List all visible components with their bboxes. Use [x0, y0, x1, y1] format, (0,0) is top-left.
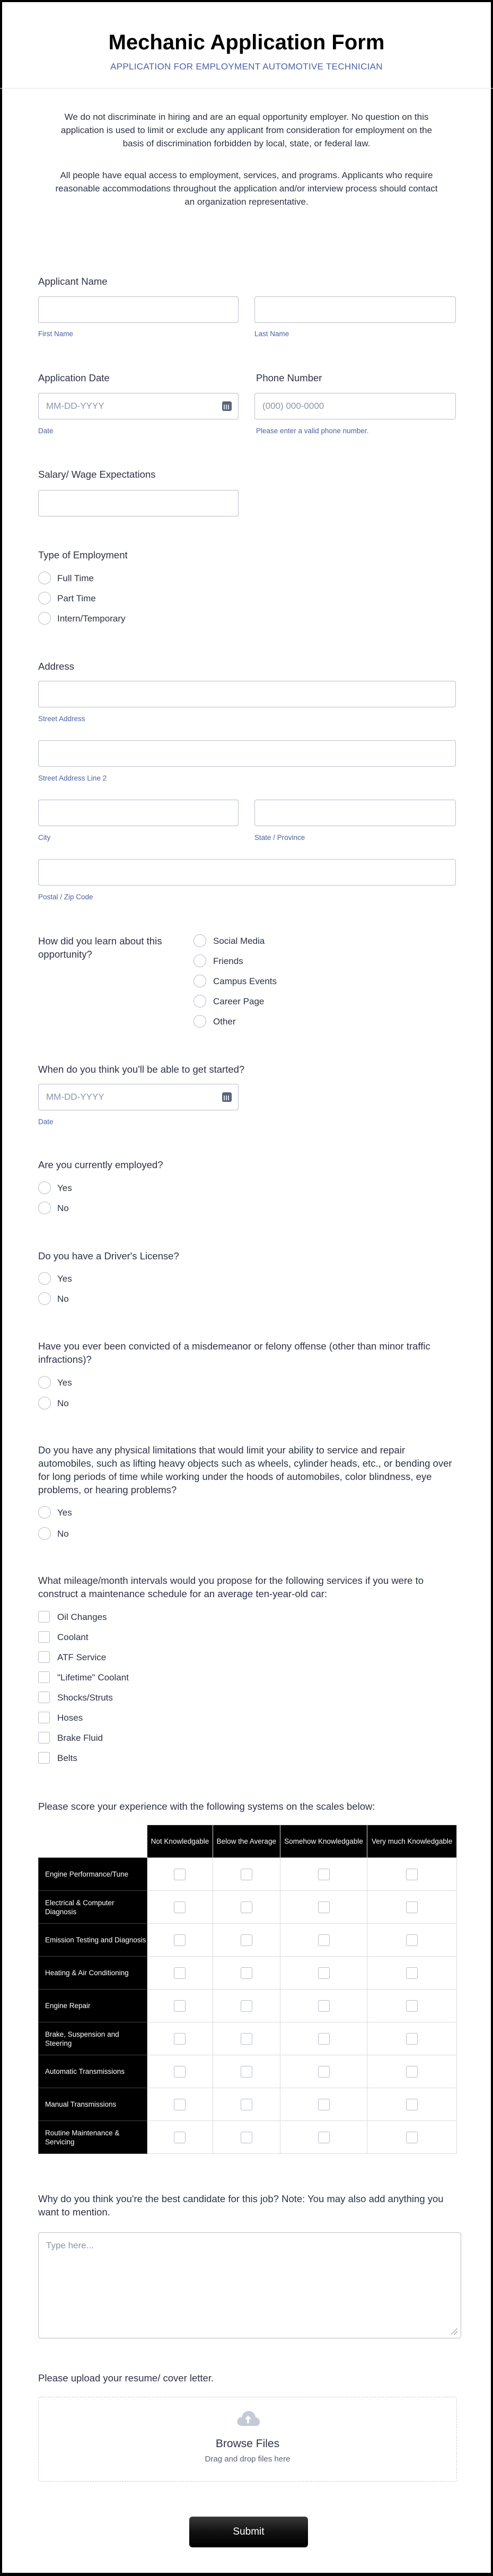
option-friends: Friends [213, 956, 243, 966]
option-belts: Belts [57, 1753, 77, 1763]
phone-placeholder: (000) 000-0000 [262, 401, 324, 411]
matrix-col-header: Below the Average [213, 1825, 280, 1858]
matrix-checkbox[interactable] [174, 2132, 186, 2143]
radio-physical-yes[interactable] [38, 1506, 51, 1519]
start-date-sublabel: Date [38, 1118, 54, 1126]
application-date-placeholder: MM-DD-YYYY [46, 401, 104, 411]
matrix-checkbox[interactable] [406, 2000, 418, 2012]
drag-drop-hint: Drag and drop files here [205, 2455, 290, 2464]
matrix-checkbox[interactable] [241, 1902, 252, 1913]
radio-employed-no[interactable] [38, 1202, 51, 1214]
matrix-checkbox[interactable] [318, 1902, 330, 1913]
matrix-cell [367, 2088, 457, 2121]
checkbox-belts[interactable] [38, 1752, 50, 1764]
matrix-checkbox[interactable] [318, 1967, 330, 1979]
matrix-col-header: Somehow Knowledgable [280, 1825, 367, 1858]
intro-paragraph-1: We do not discriminate in hiring and are an equal opportunity employer. No question on this application is used to limit or exclude any applicant from consideration for employment on the basis of discrimination forbidden by local, state, or federal law. [60, 112, 433, 148]
street-address-input[interactable] [38, 681, 456, 707]
matrix-checkbox[interactable] [174, 2066, 186, 2078]
matrix-cell [147, 1891, 213, 1924]
matrix-row [39, 1957, 457, 1990]
last-name-input[interactable] [254, 296, 456, 323]
first-name-input[interactable] [38, 296, 239, 323]
why-label: Why do you think you're the best candidate for this job? Note: You may also add anything you want to mention. [38, 2193, 444, 2218]
matrix-checkbox[interactable] [318, 2099, 330, 2110]
matrix-row-label: Emission Testing and Diagnosis [39, 1924, 147, 1957]
radio-campus-events[interactable] [193, 975, 206, 987]
matrix-cell [280, 1957, 367, 1990]
matrix-checkbox[interactable] [406, 2132, 418, 2143]
upload-label: Please upload your resume/ cover letter. [38, 2372, 214, 2384]
radio-part-time[interactable] [38, 592, 51, 604]
matrix-checkbox[interactable] [241, 2000, 252, 2012]
matrix-corner [39, 1825, 147, 1858]
checkbox-brake-fluid[interactable] [38, 1732, 50, 1743]
application-date-input[interactable] [38, 393, 239, 419]
matrix-cell [367, 2121, 457, 2154]
option-oil-changes: Oil Changes [57, 1612, 107, 1622]
why-textarea[interactable] [38, 2232, 461, 2338]
option-lifetime-coolant: "Lifetime" Coolant [57, 1672, 129, 1683]
checkbox-lifetime-coolant[interactable] [38, 1671, 50, 1683]
intro-paragraph-2: All people have equal access to employment, services, and programs. Applicants who require reasonable accommodations throughout the application and/or interview process should contact an organization representative. [55, 170, 438, 207]
matrix-checkbox[interactable] [406, 2066, 418, 2078]
cloud-upload-icon [236, 2409, 260, 2427]
radio-convicted-yes[interactable] [38, 1376, 51, 1389]
matrix-checkbox[interactable] [241, 2132, 252, 2143]
start-date-input[interactable] [38, 1084, 239, 1110]
matrix-checkbox[interactable] [241, 2066, 252, 2078]
option-social-media: Social Media [213, 936, 265, 946]
option-shocks-struts: Shocks/Struts [57, 1693, 113, 1703]
matrix-checkbox[interactable] [318, 2033, 330, 2045]
matrix-label: Please score your experience with the following systems on the scales below: [38, 1801, 375, 1812]
matrix-cell [213, 2022, 280, 2055]
matrix-cell [213, 2121, 280, 2154]
matrix-checkbox[interactable] [406, 1902, 418, 1913]
applicant-name-label: Applicant Name [38, 276, 108, 287]
why-placeholder: Type here... [46, 2240, 94, 2250]
experience-matrix [38, 1825, 457, 2154]
browse-files-label[interactable]: Browse Files [215, 2438, 280, 2450]
matrix-checkbox[interactable] [174, 1902, 186, 1913]
matrix-checkbox[interactable] [241, 1934, 252, 1946]
matrix-checkbox[interactable] [241, 1967, 252, 1979]
radio-full-time[interactable] [38, 572, 51, 584]
option-hoses: Hoses [57, 1713, 83, 1723]
application-date-sublabel: Date [38, 427, 54, 435]
matrix-cell [147, 1858, 213, 1891]
option-coolant: Coolant [57, 1632, 89, 1642]
postal-input[interactable] [38, 859, 456, 886]
matrix-cell [213, 1858, 280, 1891]
checkbox-coolant[interactable] [38, 1631, 50, 1643]
matrix-row [39, 1891, 457, 1924]
resize-handle[interactable] [451, 2328, 457, 2335]
calendar-icon[interactable] [222, 1092, 232, 1102]
option-full-time: Full Time [57, 573, 94, 583]
matrix-cell [213, 1990, 280, 2022]
matrix-checkbox[interactable] [318, 2000, 330, 2012]
start-date-label: When do you think you'll be able to get started? [38, 1064, 245, 1075]
license-label: Do you have a Driver's License? [38, 1250, 179, 1261]
matrix-cell [147, 2121, 213, 2154]
matrix-row-label: Manual Transmissions [39, 2088, 147, 2121]
option-employed-no: No [57, 1203, 69, 1213]
matrix-row-label: Brake, Suspension and Steering [39, 2022, 147, 2055]
matrix-checkbox[interactable] [406, 2033, 418, 2045]
matrix-cell [147, 2088, 213, 2121]
radio-physical-no[interactable] [38, 1527, 51, 1540]
radio-other[interactable] [193, 1015, 206, 1028]
matrix-checkbox[interactable] [174, 1869, 186, 1880]
radio-license-yes[interactable] [38, 1272, 51, 1285]
matrix-checkbox[interactable] [174, 1967, 186, 1979]
option-other: Other [213, 1017, 236, 1027]
matrix-cell [280, 1990, 367, 2022]
matrix-row-label: Automatic Transmissions [39, 2055, 147, 2088]
matrix-cell [147, 2022, 213, 2055]
physical-label: Do you have any physical limitations that would limit your ability to service and repair automobiles, such as lifting heavy objects such as wheels, cylinder heads, etc., or bending over for long periods of time while working under the hoods of automobiles, color blindness, eye problems, or hearing problems? [38, 1444, 452, 1495]
matrix-cell [213, 2055, 280, 2088]
matrix-checkbox[interactable] [406, 1934, 418, 1946]
matrix-cell [367, 1990, 457, 2022]
matrix-row-label: Electrical & Computer Diagnosis [39, 1891, 147, 1924]
form-subtitle: APPLICATION FOR EMPLOYMENT AUTOMOTIVE TECHNICIAN [110, 62, 383, 72]
matrix-row [39, 2121, 457, 2154]
phone-label: Phone Number [256, 372, 322, 383]
matrix-col-header: Not Knowledgable [147, 1825, 213, 1858]
phone-input[interactable] [254, 393, 456, 419]
radio-convicted-no[interactable] [38, 1397, 51, 1409]
matrix-cell [280, 2121, 367, 2154]
option-campus-events: Campus Events [213, 976, 277, 986]
matrix-cell [147, 1957, 213, 1990]
option-brake-fluid: Brake Fluid [57, 1733, 103, 1743]
source-label: How did you learn about this opportunity? [38, 935, 162, 960]
first-name-sublabel: First Name [38, 330, 74, 338]
file-upload-dropzone[interactable] [38, 2397, 457, 2482]
option-intern: Intern/Temporary [57, 614, 126, 624]
matrix-cell [147, 2055, 213, 2088]
matrix-row-label: Heating & Air Conditioning [39, 1957, 147, 1990]
header-divider [0, 88, 493, 89]
salary-label: Salary/ Wage Expectations [38, 469, 156, 480]
matrix-checkbox[interactable] [406, 1869, 418, 1880]
matrix-row-label: Routine Maintenance & Servicing [39, 2121, 147, 2154]
option-employed-yes: Yes [57, 1183, 72, 1193]
matrix-checkbox[interactable] [318, 1934, 330, 1946]
matrix-checkbox[interactable] [406, 1967, 418, 1979]
matrix-cell [280, 2055, 367, 2088]
matrix-checkbox[interactable] [174, 2033, 186, 2045]
city-sublabel: City [38, 834, 51, 842]
start-date-placeholder: MM-DD-YYYY [46, 1092, 104, 1102]
matrix-cell [367, 1891, 457, 1924]
address-label: Address [38, 661, 74, 672]
city-input[interactable] [38, 800, 239, 826]
matrix-cell [213, 1891, 280, 1924]
matrix-row [39, 2055, 457, 2088]
matrix-col-header: Very much Knowledgable [367, 1825, 457, 1858]
matrix-checkbox[interactable] [241, 1869, 252, 1880]
matrix-checkbox[interactable] [241, 2099, 252, 2110]
matrix-cell [147, 1990, 213, 2022]
option-convicted-no: No [57, 1398, 69, 1408]
matrix-cell [147, 1924, 213, 1957]
postal-sublabel: Postal / Zip Code [38, 893, 93, 901]
option-physical-yes: Yes [57, 1508, 72, 1518]
salary-input[interactable] [38, 490, 239, 516]
last-name-sublabel: Last Name [254, 330, 289, 338]
matrix-cell [213, 1957, 280, 1990]
matrix-checkbox[interactable] [241, 2033, 252, 2045]
radio-friends[interactable] [193, 954, 206, 967]
matrix-row-label: Engine Repair [39, 1990, 147, 2022]
mileage-label: What mileage/month intervals would you propose for the following services if you were to construct a maintenance schedule for an average ten-year-old car: [38, 1575, 424, 1599]
matrix-checkbox[interactable] [318, 2066, 330, 2078]
checkbox-oil-changes[interactable] [38, 1611, 50, 1623]
matrix-cell [280, 1924, 367, 1957]
matrix-cell [280, 1891, 367, 1924]
matrix-cell [367, 2055, 457, 2088]
matrix-checkbox[interactable] [318, 1869, 330, 1880]
application-date-label: Application Date [38, 372, 110, 383]
matrix-cell [367, 1957, 457, 1990]
matrix-row [39, 2088, 457, 2121]
employed-label: Are you currently employed? [38, 1159, 163, 1170]
radio-intern[interactable] [38, 612, 51, 625]
checkbox-hoses[interactable] [38, 1712, 50, 1723]
street-address-2-sublabel: Street Address Line 2 [38, 774, 107, 782]
employment-type-label: Type of Employment [38, 549, 128, 560]
form-title: Mechanic Application Form [108, 31, 385, 54]
state-sublabel: State / Province [254, 834, 305, 842]
checkbox-atf-service[interactable] [38, 1651, 50, 1663]
matrix-row [39, 2022, 457, 2055]
matrix-cell [280, 2088, 367, 2121]
matrix-cell [367, 2022, 457, 2055]
option-license-yes: Yes [57, 1274, 72, 1284]
matrix-row [39, 1990, 457, 2022]
matrix-row [39, 1924, 457, 1957]
convicted-label: Have you ever been convicted of a misdemeanor or felony offense (other than minor traffic infractions)? [38, 1340, 430, 1365]
state-input[interactable] [254, 800, 456, 826]
radio-license-no[interactable] [38, 1292, 51, 1305]
matrix-cell [280, 1858, 367, 1891]
option-physical-no: No [57, 1529, 69, 1539]
submit-button[interactable]: Submit [189, 2517, 308, 2547]
matrix-row-label: Engine Performance/Tune [39, 1858, 147, 1891]
radio-career-page[interactable] [193, 995, 206, 1007]
matrix-cell [213, 1924, 280, 1957]
option-atf-service: ATF Service [57, 1652, 107, 1662]
radio-social-media[interactable] [193, 934, 206, 947]
option-career-page: Career Page [213, 996, 265, 1006]
calendar-icon[interactable] [222, 401, 232, 411]
street-address-2-input[interactable] [38, 740, 456, 767]
option-license-no: No [57, 1294, 69, 1304]
street-address-sublabel: Street Address [38, 715, 85, 723]
matrix-cell [367, 1924, 457, 1957]
option-part-time: Part Time [57, 593, 96, 603]
matrix-cell [367, 1858, 457, 1891]
matrix-cell [213, 2088, 280, 2121]
matrix-checkbox[interactable] [318, 2132, 330, 2143]
matrix-checkbox[interactable] [406, 2099, 418, 2110]
matrix-checkbox[interactable] [174, 2099, 186, 2110]
matrix-cell [280, 2022, 367, 2055]
matrix-checkbox[interactable] [174, 1934, 186, 1946]
radio-employed-yes[interactable] [38, 1181, 51, 1194]
matrix-checkbox[interactable] [174, 2000, 186, 2012]
matrix-row [39, 1858, 457, 1891]
checkbox-shocks-struts[interactable] [38, 1692, 50, 1703]
phone-sublabel: Please enter a valid phone number. [256, 427, 369, 435]
option-convicted-yes: Yes [57, 1378, 72, 1388]
